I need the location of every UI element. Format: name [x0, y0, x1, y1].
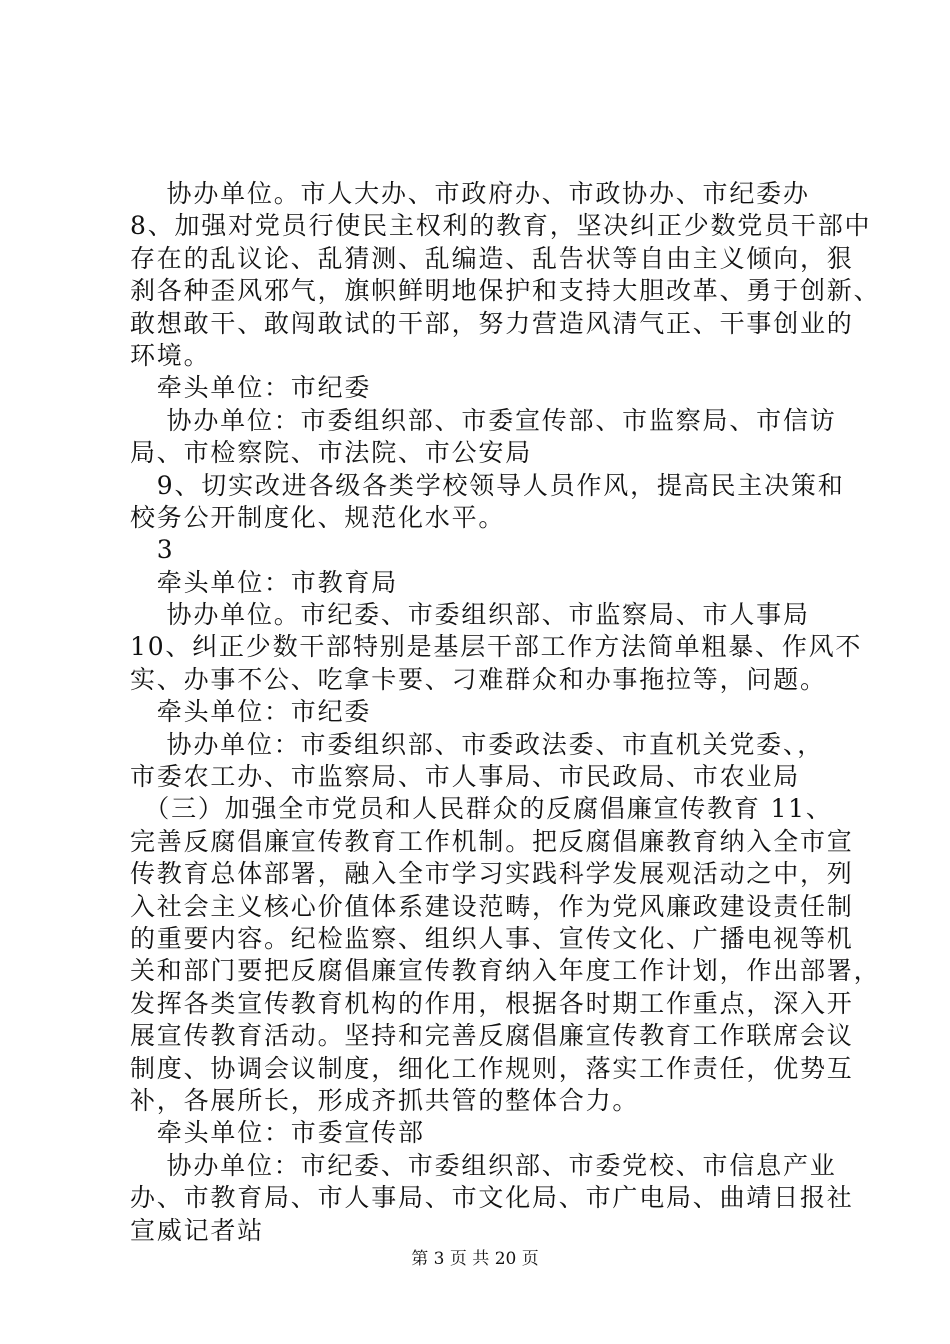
text-line: 牵头单位：市纪委 [130, 373, 372, 403]
text-line: 协办单位。市人大办、市政府办、市政协办、市纪委办 [130, 179, 810, 208]
text-line: 办、市教育局、市人事局、市文化局、市广电局、曲靖日报社 [130, 1183, 854, 1213]
text-line: 8、加强对党员行使民主权利的教育，坚决纠正少数党员干部中 [130, 211, 872, 241]
text-line: 敢想敢干、敢闯敢试的干部，努力营造风清气正、干事创业的 [130, 308, 854, 338]
text-line: 刹各种歪风邪气，旗帜鲜明地保护和支持大胆改革、勇于创新、 [130, 276, 881, 306]
text-line: 协办单位：市委组织部、市委宣传部、市监察局、市信访 [130, 405, 837, 435]
text-line: （三）加强全市党员和人民群众的反腐倡廉宣传教育 11、 [130, 794, 833, 824]
text-line: 牵头单位：市纪委 [130, 697, 372, 727]
text-line: 协办单位。市纪委、市委组织部、市监察局、市人事局 [130, 600, 810, 630]
text-line: 制度、协调会议制度，细化工作规则，落实工作责任，优势互 [130, 1053, 854, 1083]
page-number-footer: 第 3 页 共 20 页 [411, 1249, 539, 1269]
text-line: 3 [130, 535, 175, 565]
text-line: 牵头单位：市教育局 [130, 567, 399, 597]
text-line: 补，各展所长，形成齐抓共管的整体合力。 [130, 1085, 640, 1115]
text-line: 关和部门要把反腐倡廉宣传教育纳入年度工作计划，作出部署， [130, 956, 881, 986]
text-line: 市委农工办、市监察局、市人事局、市民政局、市农业局 [130, 762, 801, 792]
text-line: 9、切实改进各级各类学校领导人员作风，提高民主决策和 [130, 470, 845, 500]
text-line: 校务公开制度化、规范化水平。 [130, 502, 506, 532]
text-line: 10、纠正少数干部特别是基层干部工作方法简单粗暴、作风不 [130, 632, 863, 662]
text-line: 协办单位：市纪委、市委组织部、市委党校、市信息产业 [130, 1150, 837, 1180]
text-line: 的重要内容。纪检监察、组织人事、宣传文化、广播电视等机 [130, 923, 854, 953]
text-line: 展宣传教育活动。坚持和完善反腐倡廉宣传教育工作联席会议 [130, 1021, 854, 1051]
text-line: 宣威记者站 [130, 1215, 265, 1245]
document-body [130, 178, 881, 1247]
text-line: 协办单位：市委组织部、市委政法委、市直机关党委、， [130, 729, 825, 759]
text-line: 入社会主义核心价值体系建设范畴，作为党风廉政建设责任制 [130, 891, 854, 921]
text-line: 传教育总体部署，融入全市学习实践科学发展观活动之中，列 [130, 859, 854, 889]
text-line: 局、市检察院、市法院、市公安局 [130, 438, 533, 468]
text-line: 实、办事不公、吃拿卡要、刁难群众和办事拖拉等，问题。 [130, 664, 827, 694]
text-line: 牵头单位：市委宣传部 [130, 1118, 425, 1148]
text-line: 存在的乱议论、乱猜测、乱编造、乱告状等自由主义倾向，狠 [130, 243, 854, 273]
text-line: 环境。 [130, 340, 211, 370]
text-line: 发挥各类宣传教育机构的作用，根据各时期工作重点，深入开 [130, 988, 854, 1018]
text-line: 完善反腐倡廉宣传教育工作机制。把反腐倡廉教育纳入全市宣 [130, 826, 854, 856]
